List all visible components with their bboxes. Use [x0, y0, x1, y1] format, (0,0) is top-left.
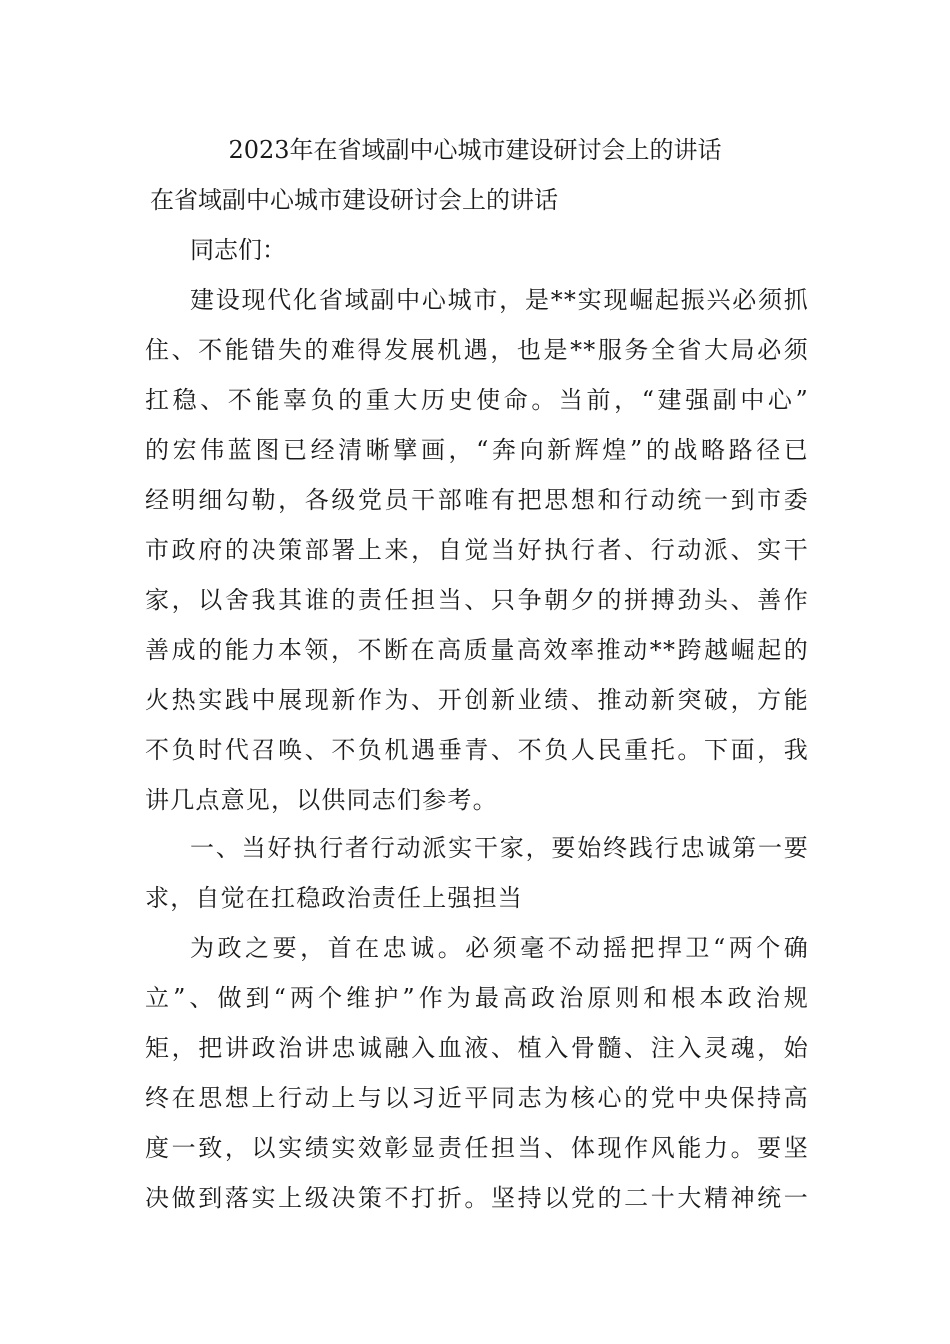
paragraph-line: 矩，把讲政治讲忠诚融入血液、植入骨髓、注入灵魂，始	[145, 1034, 809, 1062]
paragraph-line: 住、不能错失的难得发展机遇，也是**服务全省大局必须	[145, 336, 809, 364]
document-title-text: 2023年在省域副中心城市建设研讨会上的讲话	[228, 136, 722, 164]
paragraph-line: 经明细勾勒，各级党员干部唯有把思想和行动统一到市委	[145, 486, 809, 514]
paragraph-line: 市政府的决策部署上来，自觉当好执行者、行动派、实干	[145, 536, 809, 564]
document-title	[0, 128, 950, 172]
paragraph-line: 立”、做到“两个维护”作为最高政治原则和根本政治规	[145, 984, 809, 1012]
paragraph-line: 讲几点意见，以供同志们参考。	[145, 786, 498, 814]
paragraph-line: 善成的能力本领，不断在高质量高效率推动**跨越崛起的	[145, 636, 809, 664]
section-heading-line: 一、当好执行者行动派实干家，要始终践行忠诚第一要	[190, 834, 809, 862]
paragraph-line: 度一致，以实绩实效彰显责任担当、体现作风能力。要坚	[145, 1134, 809, 1162]
paragraph-line: 建设现代化省域副中心城市，是**实现崛起振兴必须抓	[190, 286, 809, 314]
salutation: 同志们：	[190, 236, 286, 264]
paragraph-line: 为政之要，首在忠诚。必须毫不动摇把捍卫“两个确	[190, 934, 809, 962]
section-heading-line: 求，自觉在扛稳政治责任上强担当	[145, 884, 523, 912]
document-subtitle: 在省域副中心城市建设研讨会上的讲话	[150, 186, 558, 214]
paragraph-line: 火热实践中展现新作为、开创新业绩、推动新突破，方能	[145, 686, 809, 714]
paragraph-line: 决做到落实上级决策不打折。坚持以党的二十大精神统一	[145, 1184, 809, 1212]
paragraph-line: 扛稳、不能辜负的重大历史使命。当前，“建强副中心”	[145, 386, 809, 414]
paragraph-line: 不负时代召唤、不负机遇垂青、不负人民重托。下面，我	[145, 736, 809, 764]
paragraph-line: 终在思想上行动上与以习近平同志为核心的党中央保持高	[145, 1084, 809, 1112]
paragraph-line: 的宏伟蓝图已经清晰擘画，“奔向新辉煌”的战略路径已	[145, 436, 809, 464]
paragraph-line: 家，以舍我其谁的责任担当、只争朝夕的拼搏劲头、善作	[145, 586, 809, 614]
